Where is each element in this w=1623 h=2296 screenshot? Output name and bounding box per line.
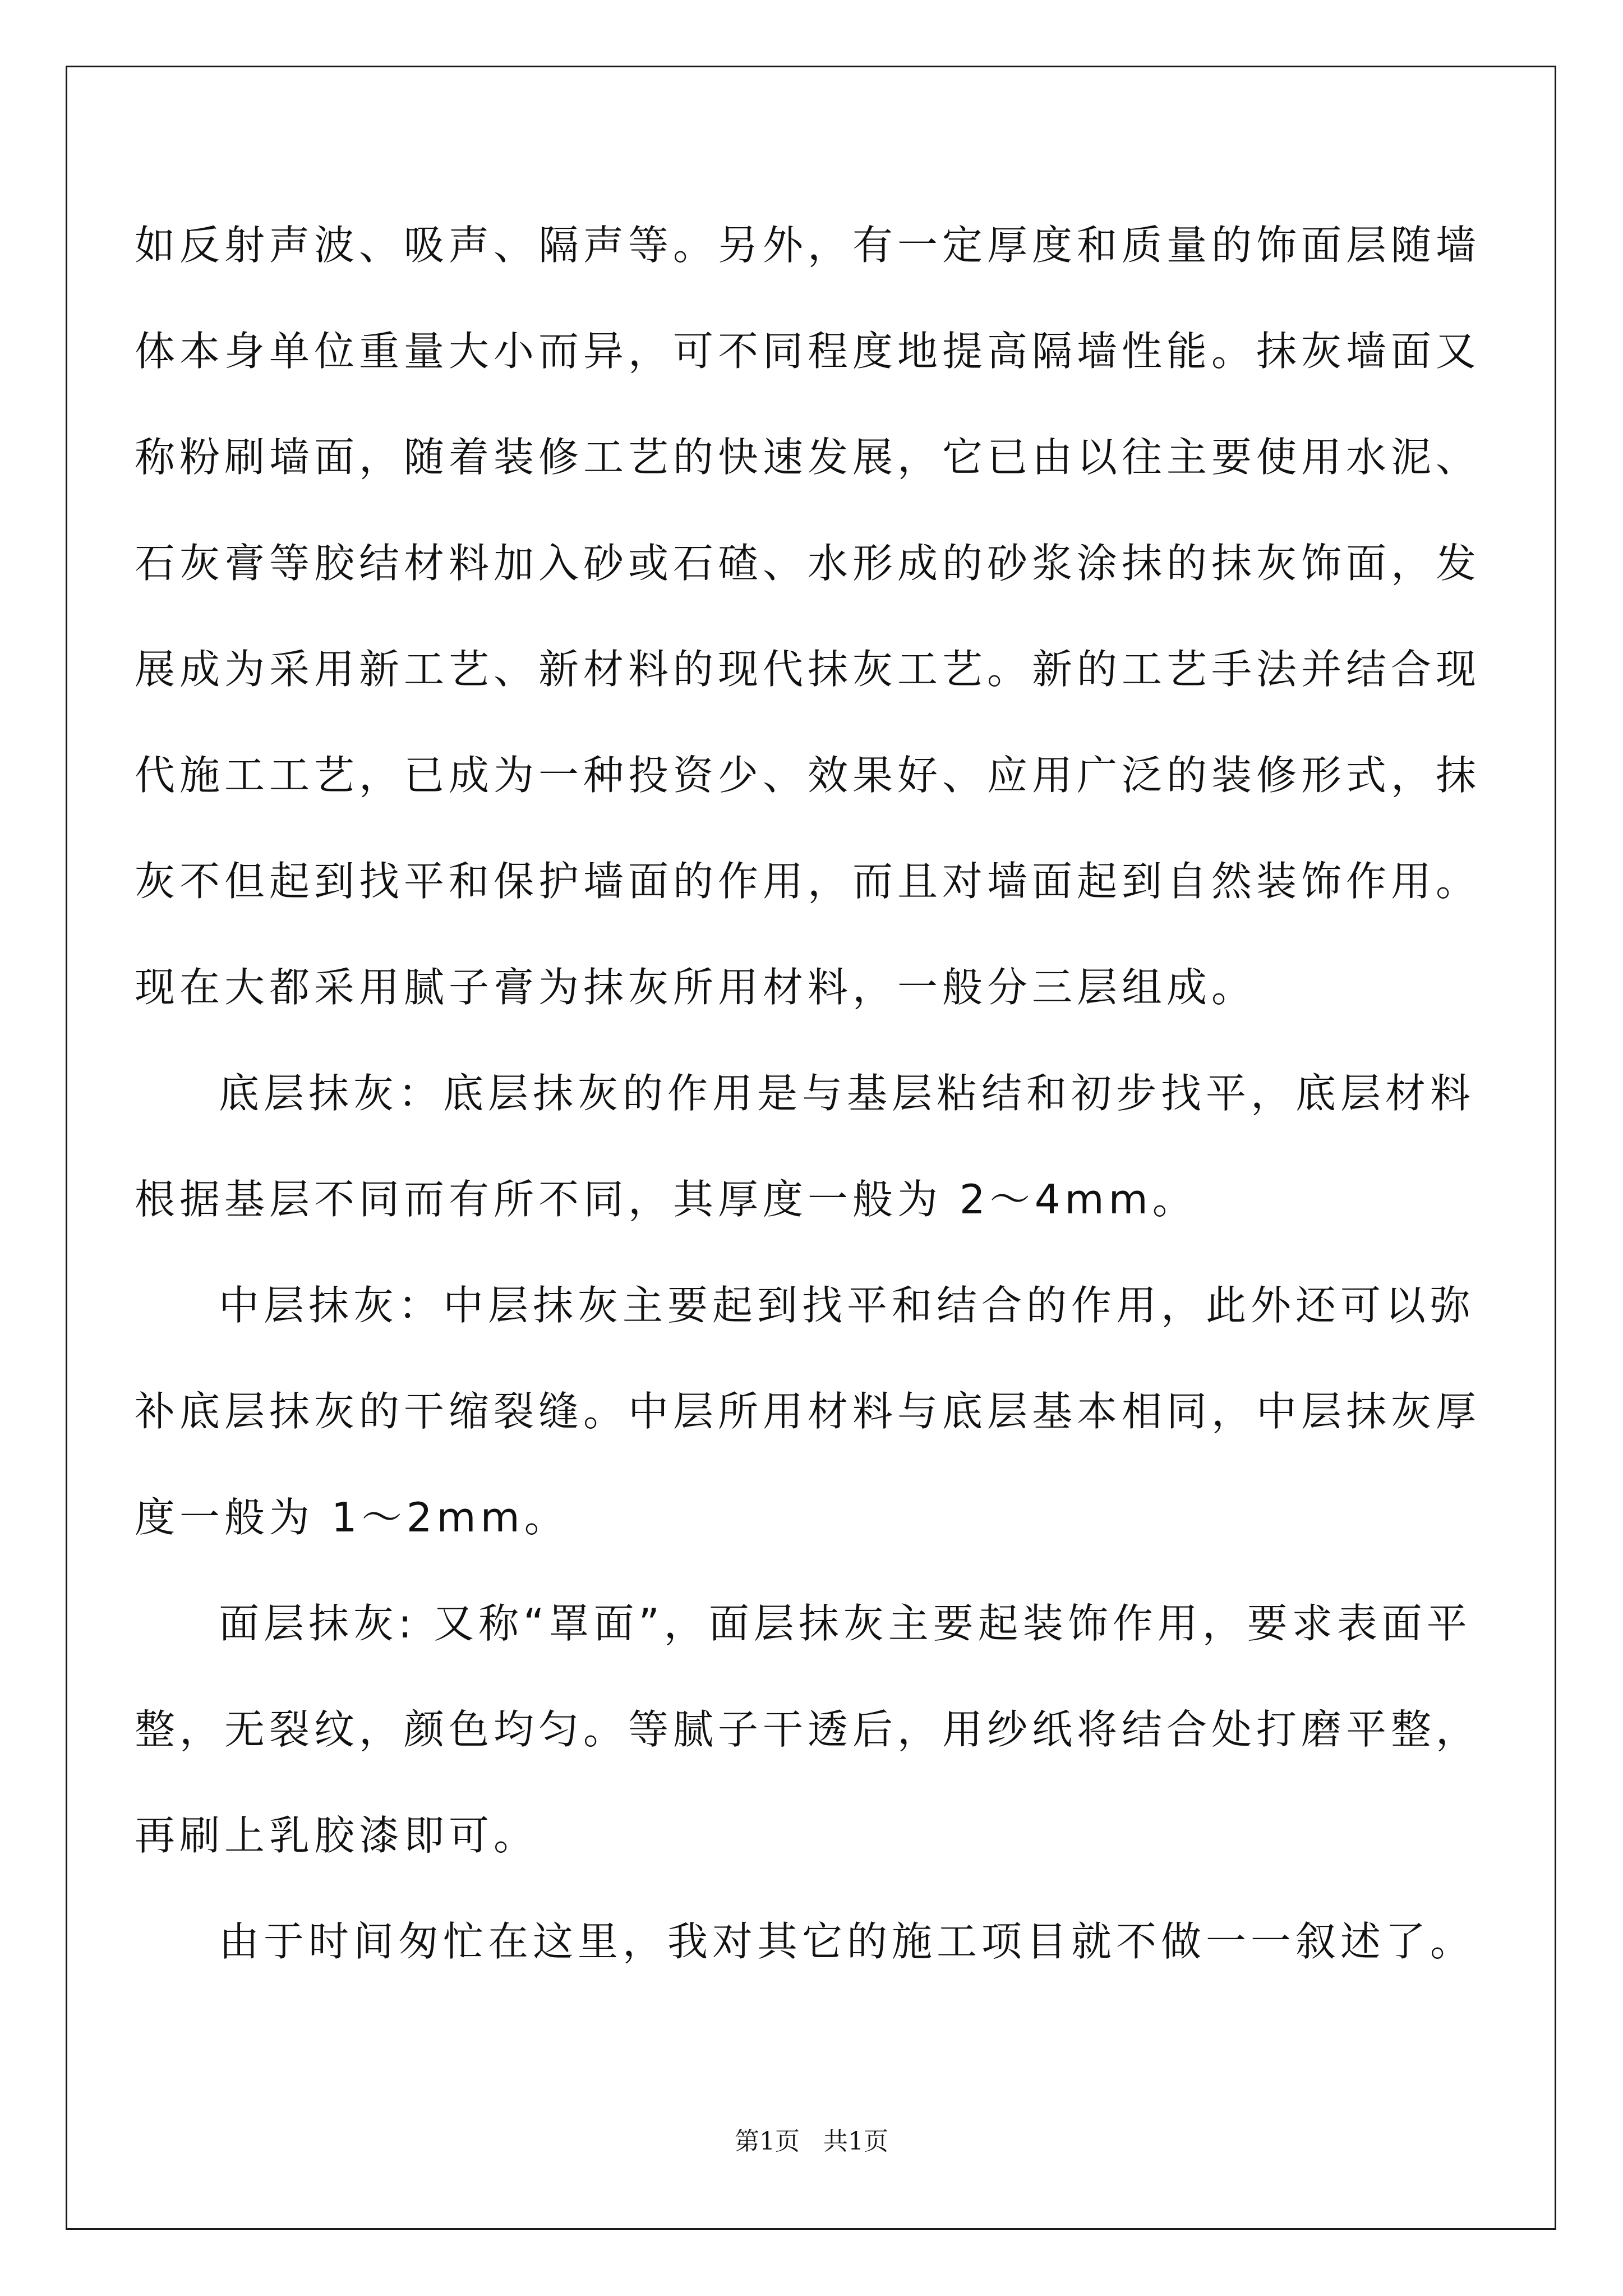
text-line: 体本身单位重量大小而异，可不同程度地提高隔墙性能。抹灰墙面又	[135, 328, 1481, 375]
page-number: 第1页	[735, 2127, 800, 2156]
text-line: 展成为采用新工艺、新材料的现代抹灰工艺。新的工艺手法并结合现	[135, 646, 1481, 693]
text-line: 灰不但起到找平和保护墙面的作用，而且对墙面起到自然装饰作用。	[135, 858, 1481, 905]
text-line: 度一般为 1～2mm。	[135, 1494, 569, 1541]
text-line: 代施工工艺，已成为一种投资少、效果好、应用广泛的装修形式，抹	[135, 752, 1481, 799]
text-line: 整，无裂纹，颜色均匀。等腻子干透后，用纱纸将结合处打磨平整，	[135, 1706, 1481, 1753]
text-line: 由于时间匆忙在这里，我对其它的施工项目就不做一一叙述了。	[219, 1918, 1476, 1965]
text-line: 石灰膏等胶结材料加入砂或石碴、水形成的砂浆涂抹的抹灰饰面，发	[135, 540, 1481, 587]
text-line: 再刷上乳胶漆即可。	[135, 1812, 539, 1859]
text-line: 现在大都采用腻子膏为抹灰所用材料，一般分三层组成。	[135, 964, 1257, 1011]
text-line: 称粉刷墙面，随着装修工艺的快速发展，它已由以往主要使用水泥、	[135, 434, 1481, 481]
text-line: 中层抹灰：中层抹灰主要起到找平和结合的作用，此外还可以弥	[219, 1282, 1476, 1329]
text-line: 如反射声波、吸声、隔声等。另外，有一定厚度和质量的饰面层随墙	[135, 222, 1481, 269]
page-footer	[0, 2125, 1623, 2159]
page-border	[66, 66, 1556, 2230]
text-line: 补底层抹灰的干缩裂缝。中层所用材料与底层基本相同，中层抹灰厚	[135, 1388, 1481, 1435]
total-pages: 共1页	[823, 2127, 888, 2156]
text-line: 面层抹灰: 又称“罩面”，面层抹灰主要起装饰作用，要求表面平	[219, 1600, 1472, 1647]
text-line: 底层抹灰：底层抹灰的作用是与基层粘结和初步找平，底层材料	[219, 1070, 1476, 1117]
text-line: 根据基层不同而有所不同，其厚度一般为 2～4mm。	[135, 1176, 1197, 1223]
